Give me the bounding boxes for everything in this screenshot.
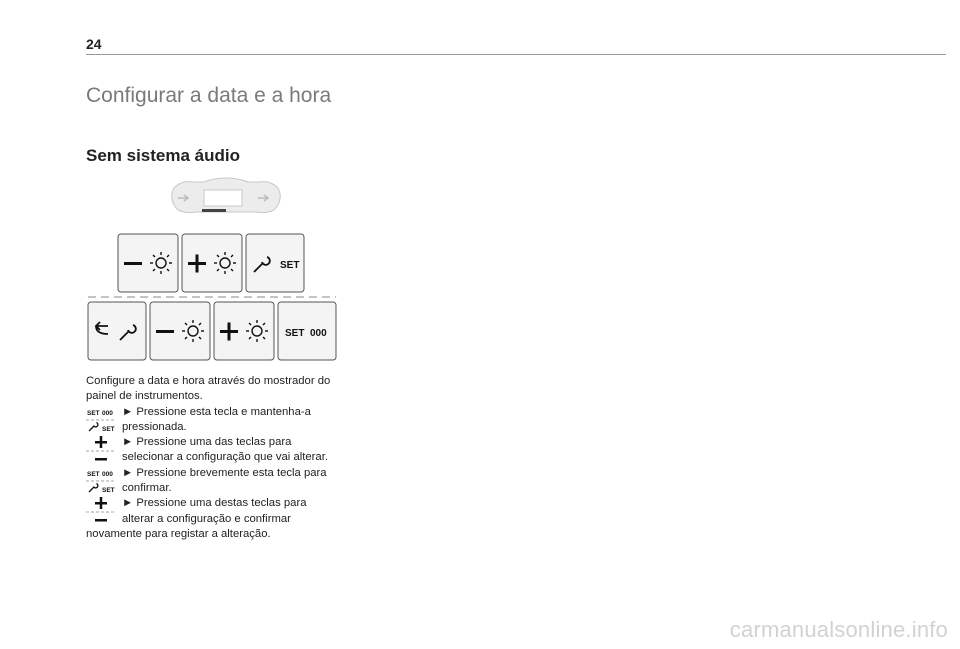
section-subtitle: Sem sistema áudio [86, 146, 241, 165]
step-4 [86, 496, 356, 527]
page-title: Configurar a data e a hora [86, 84, 332, 107]
key-set-000 [278, 302, 336, 360]
svg-text:SET: SET [102, 486, 115, 494]
key-minus-brightness-2 [150, 302, 210, 360]
key-return-wrench [88, 302, 146, 360]
key-set-text-2: SET [285, 328, 305, 339]
plus-minus-icon [86, 436, 116, 466]
set-keys-icon [86, 467, 116, 495]
step-4-text: ► Pressione uma destas teclas para alterar a configuração e confirmar [122, 497, 307, 525]
closing-text: novamente para registar a alteração. [86, 527, 271, 540]
step-2-text: ► Pressione uma das teclas para selecionar a configuração que vai alterar. [122, 436, 328, 464]
svg-text:000: 000 [102, 409, 113, 417]
page-number: 24 [86, 36, 102, 52]
instrument-panel-keys-illustration [86, 176, 356, 366]
svg-text:SET: SET [102, 425, 115, 433]
svg-text:000: 000 [102, 470, 113, 478]
header-rule [86, 54, 946, 55]
step-3 [86, 466, 356, 497]
svg-text:SET: SET [87, 409, 100, 417]
step-2 [86, 435, 356, 466]
key-000-text: 000 [310, 328, 327, 339]
instructions [86, 374, 356, 542]
watermark: carmanualsonline.info [729, 617, 948, 642]
set-keys-icon [86, 406, 116, 434]
key-wrench-set [246, 234, 304, 292]
key-minus-brightness [118, 234, 178, 292]
key-plus-brightness [182, 234, 242, 292]
instrument-cluster-icon [172, 178, 281, 213]
svg-text:SET: SET [87, 470, 100, 478]
step-1-text: ► Pressione esta tecla e mantenha-a pressionada. [122, 405, 311, 433]
step-1 [86, 405, 356, 436]
key-set-text: SET [280, 260, 300, 271]
plus-minus-icon [86, 497, 116, 527]
step-3-text: ► Pressione brevemente esta tecla para confirmar. [122, 466, 327, 495]
key-plus-brightness-2 [214, 302, 274, 360]
intro-text: Configure a data e hora através do mostrador do painel de instrumentos. [86, 375, 331, 403]
